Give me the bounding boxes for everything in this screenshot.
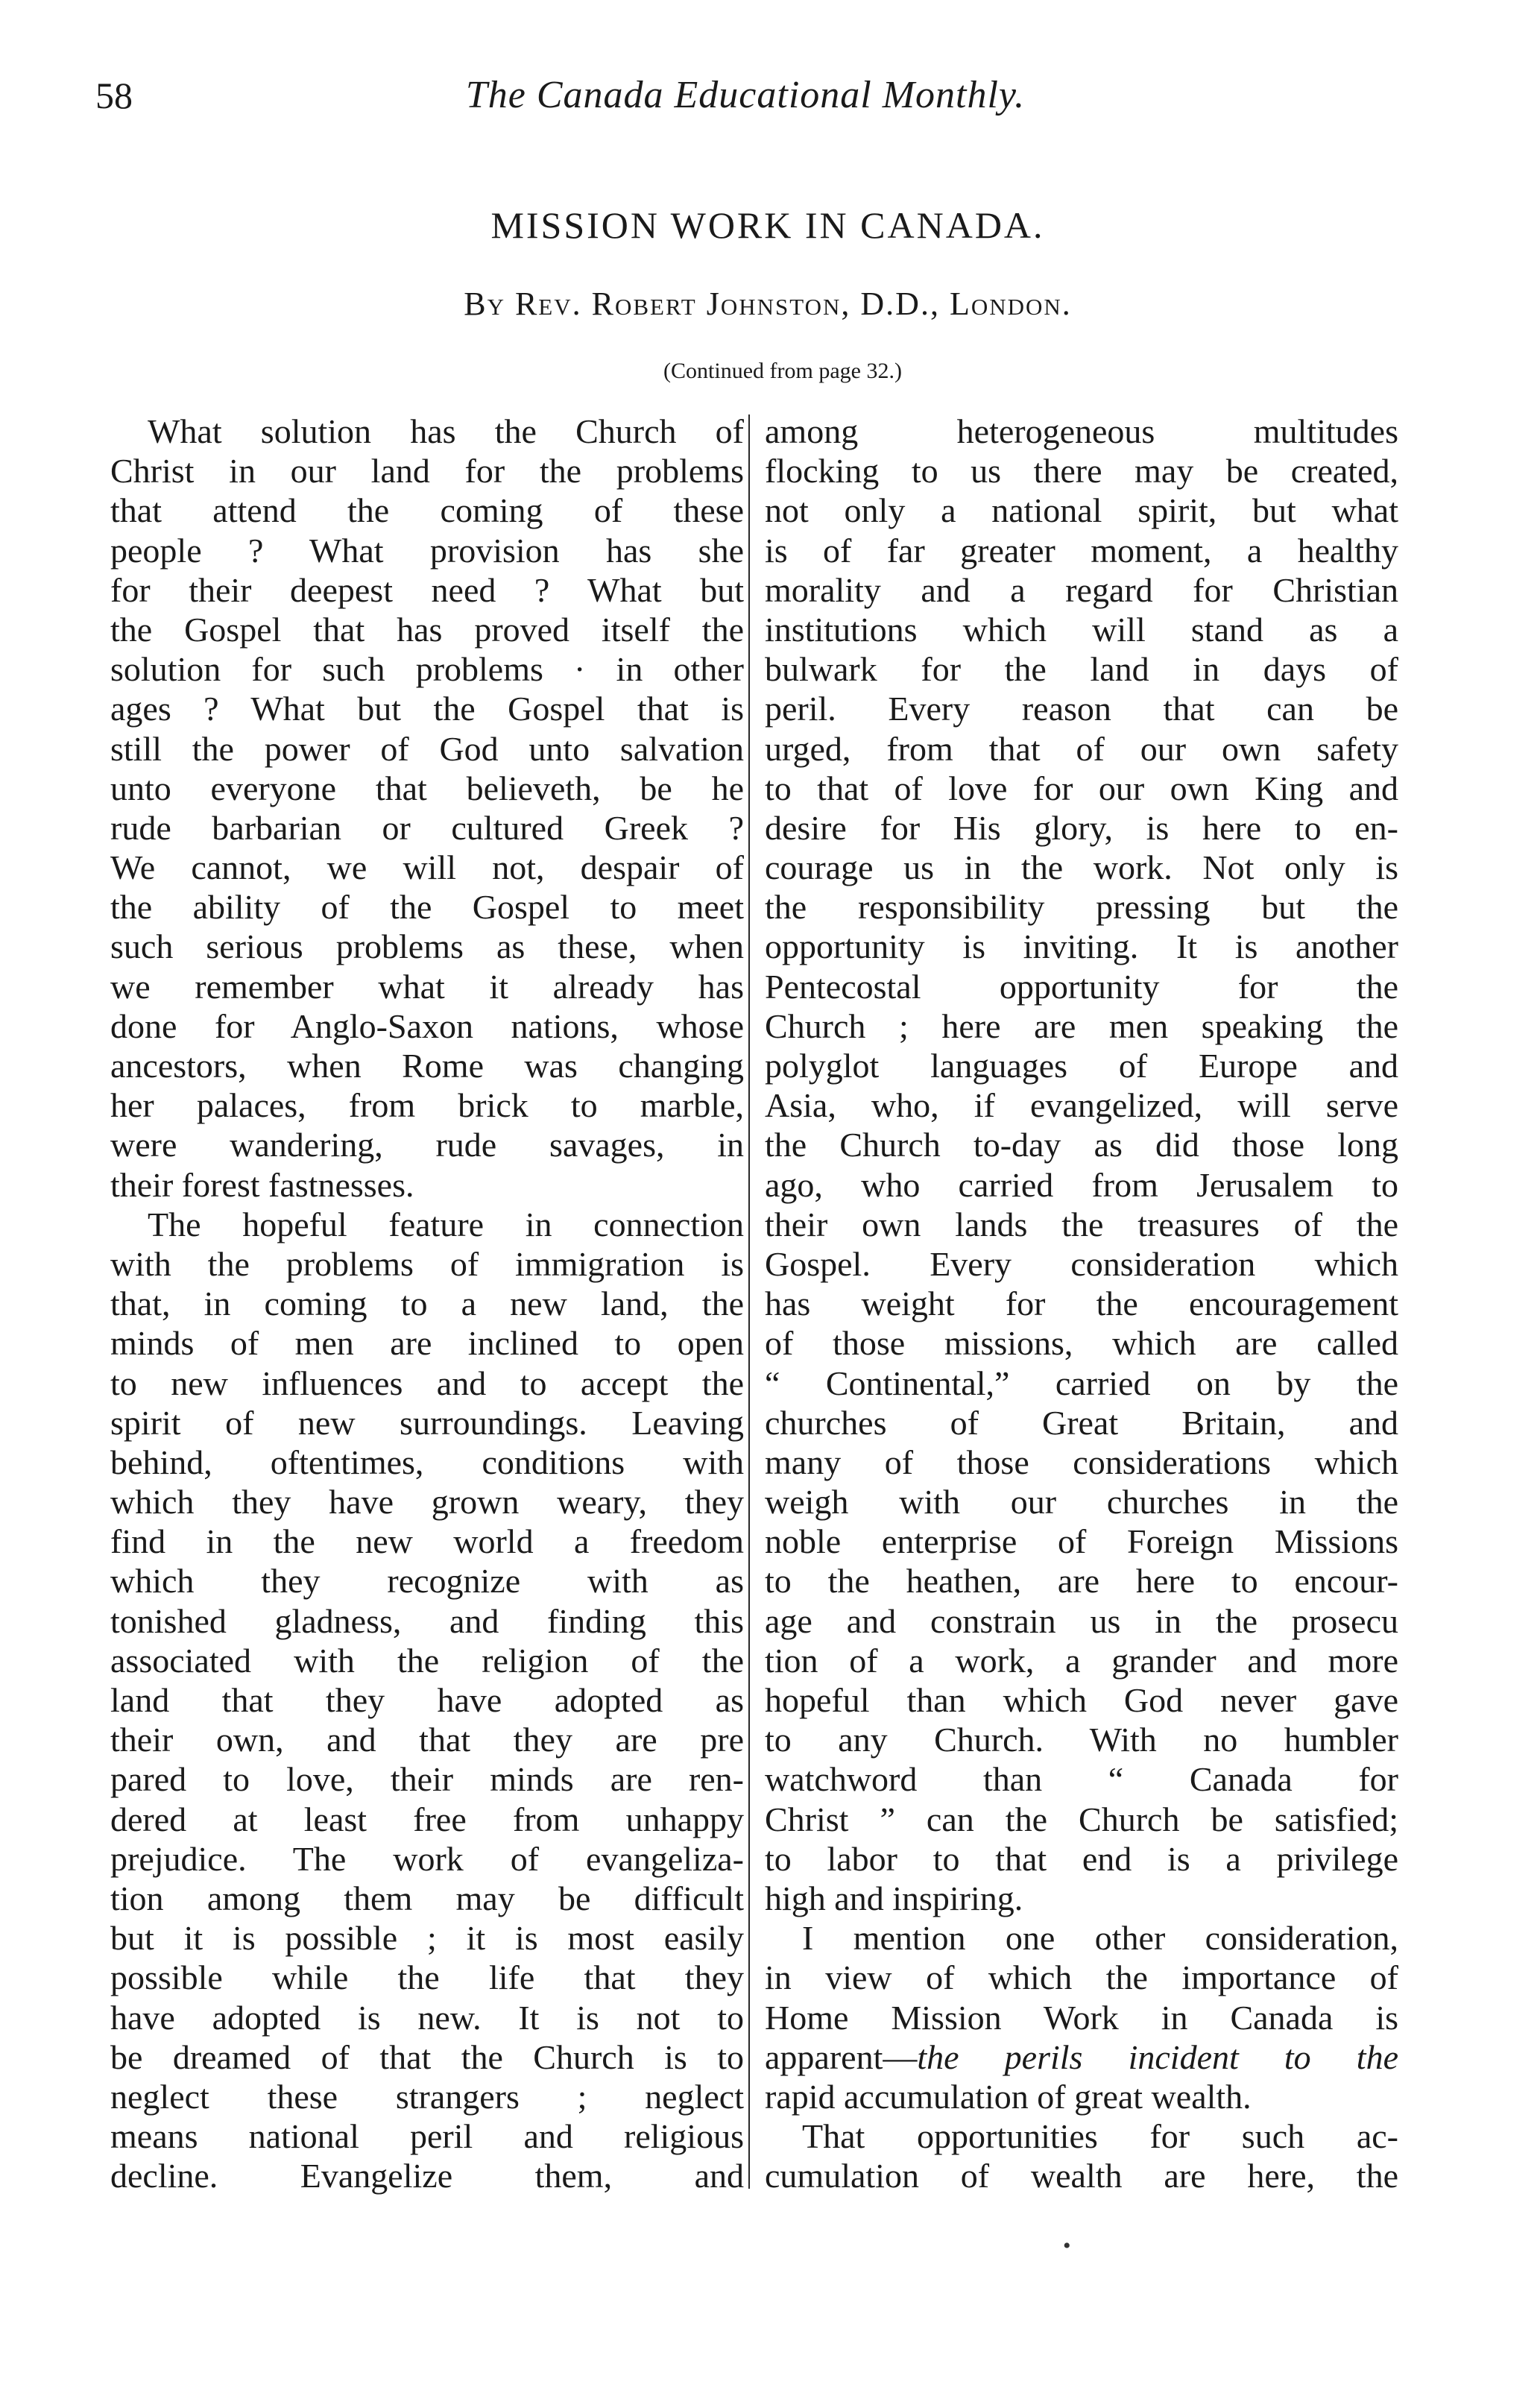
text-line: were wandering, rude savages, in xyxy=(110,1126,744,1164)
text-line: “ Continental,” carried on by the xyxy=(765,1363,1398,1402)
text-line: to labor to that end is a privilege xyxy=(765,1839,1398,1878)
text-line: polyglot languages of Europe and xyxy=(765,1047,1398,1085)
text-line: age and constrain us in the prosecu xyxy=(765,1601,1398,1640)
text-line: the Church to-day as did those long xyxy=(765,1126,1398,1164)
text-line: in view of which the importance of xyxy=(765,1958,1398,1997)
text-line: opportunity is inviting. It is another xyxy=(765,927,1398,966)
text-line: bulwark for the land in days of xyxy=(765,650,1398,689)
text-line: peril. Every reason that can be xyxy=(765,690,1398,728)
text-line: Asia, who, if evangelized, will serve xyxy=(765,1086,1398,1125)
text-line: such serious problems as these, when xyxy=(110,927,744,966)
text-line: watchword than “ Canada for xyxy=(765,1760,1398,1799)
text-line: possible while the life that they xyxy=(110,1958,744,1997)
text-line: cumulation of wealth are here, the xyxy=(765,2157,1398,2195)
text-line: done for Anglo-Saxon nations, whose xyxy=(110,1006,744,1045)
text-line: have adopted is new. It is not to xyxy=(110,1998,744,2037)
text-line: ago, who carried from Jerusalem to xyxy=(765,1165,1398,1204)
text-line: What solution has the Church of xyxy=(148,412,744,450)
text-line: for their deepest need ? What but xyxy=(110,570,744,609)
text-line: the responsibility pressing but the xyxy=(765,888,1398,927)
text-line: spirit of new surroundings. Leaving xyxy=(110,1403,744,1442)
text-line: many of those considerations which xyxy=(765,1443,1398,1481)
text-line: people ? What provision has she xyxy=(110,531,744,570)
text-line: their own, and that they are pre xyxy=(110,1721,744,1759)
text-line: among heterogeneous multitudes xyxy=(765,412,1398,450)
text-line: tion among them may be difficult xyxy=(110,1879,744,1917)
text-line: Pentecostal opportunity for the xyxy=(765,967,1398,1006)
text-line: prejudice. The work of evangeliza- xyxy=(110,1839,744,1878)
text-line: associated with the religion of the xyxy=(110,1641,744,1680)
continued-note: (Continued from page 32.) xyxy=(663,359,902,383)
text-line: the ability of the Gospel to meet xyxy=(110,888,744,927)
text-line: hopeful than which God never gave xyxy=(765,1681,1398,1719)
text-line: rapid accumulation of great wealth. xyxy=(765,2077,1252,2116)
text-line: tonished gladness, and finding this xyxy=(110,1601,744,1640)
text-line: solution for such problems · in other xyxy=(110,650,744,689)
text-fragment: apparent— xyxy=(765,2037,918,2076)
text-line: to the heathen, are here to encour- xyxy=(765,1562,1398,1601)
text-line: not only a national spirit, but what xyxy=(765,491,1398,530)
text-line: we remember what it already has xyxy=(110,967,744,1006)
text-line: That opportunities for such ac- xyxy=(802,2117,1398,2156)
text-line: flocking to us there may be created, xyxy=(765,452,1398,491)
text-line: that attend the coming of these xyxy=(110,491,744,530)
text-line: Home Mission Work in Canada is xyxy=(765,1998,1398,2037)
text-line: desire for His glory, is here to en- xyxy=(765,808,1398,847)
text-line: tion of a work, a grander and more xyxy=(765,1641,1398,1680)
text-line: minds of men are inclined to open xyxy=(110,1324,744,1363)
text-line: ancestors, when Rome was changing xyxy=(110,1047,744,1085)
text-line: pared to love, their minds are ren- xyxy=(110,1760,744,1799)
text-line: We cannot, we will not, despair of xyxy=(110,848,744,887)
text-line: urged, from that of our own safety xyxy=(765,729,1398,768)
text-line: Church ; here are men speaking the xyxy=(765,1006,1398,1045)
text-line: her palaces, from brick to marble, xyxy=(110,1086,744,1125)
column-divider xyxy=(748,414,750,2189)
text-line: I mention one other consideration, xyxy=(802,1919,1398,1958)
left-column xyxy=(110,412,744,2195)
text-line: neglect these strangers ; neglect xyxy=(110,2077,744,2116)
text-line: behind, oftentimes, conditions with xyxy=(110,1443,744,1481)
text-line: their own lands the treasures of the xyxy=(765,1205,1398,1243)
text-line: rude barbarian or cultured Greek ? xyxy=(110,808,744,847)
text-line: high and inspiring. xyxy=(765,1879,1023,1917)
text-line: institutions which will stand as a xyxy=(765,610,1398,649)
text-line: to any Church. With no humbler xyxy=(765,1721,1398,1759)
text-line: that, in coming to a new land, the xyxy=(110,1284,744,1323)
text-line: Christ ” can the Church be satisfied; xyxy=(765,1800,1398,1838)
text-line: with the problems of immigration is xyxy=(110,1244,744,1283)
text-line: but it is possible ; it is most easily xyxy=(110,1919,744,1958)
text-line: courage us in the work. Not only is xyxy=(765,848,1398,887)
article-title: MISSION WORK IN CANADA. xyxy=(490,204,1045,246)
text-line: The hopeful feature in connection xyxy=(148,1205,744,1243)
text-line: decline. Evangelize them, and xyxy=(110,2157,744,2195)
text-line: has weight for the encouragement xyxy=(765,1284,1398,1323)
text-line: of those missions, which are called xyxy=(765,1324,1398,1363)
text-line: land that they have adopted as xyxy=(110,1681,744,1719)
text-line: still the power of God unto salvation xyxy=(110,729,744,768)
byline: By Rev. Robert Johnston, D.D., London. xyxy=(464,286,1072,322)
right-column xyxy=(765,412,1398,2195)
text-line: to new influences and to accept the xyxy=(110,1363,744,1402)
page-number: 58 xyxy=(95,75,133,116)
text-line: noble enterprise of Foreign Missions xyxy=(765,1522,1398,1561)
text-line: Gospel. Every consideration which xyxy=(765,1244,1398,1283)
text-line: to that of love for our own King and xyxy=(765,769,1398,807)
text-line: find in the new world a freedom xyxy=(110,1522,744,1561)
text-line: churches of Great Britain, and xyxy=(765,1403,1398,1442)
text-line: Christ in our land for the problems xyxy=(110,452,744,491)
text-line xyxy=(765,2037,1398,2077)
running-head: The Canada Educational Monthly. xyxy=(465,74,1026,116)
text-line: be dreamed of that the Church is to xyxy=(110,2037,744,2076)
italic-text: the perils incident to the xyxy=(917,2037,1398,2076)
text-line: the Gospel that has proved itself the xyxy=(110,610,744,649)
text-line: their forest fastnesses. xyxy=(110,1165,414,1204)
text-line: is of far greater moment, a healthy xyxy=(765,531,1398,570)
text-line: weigh with our churches in the xyxy=(765,1483,1398,1522)
text-line: dered at least free from unhappy xyxy=(110,1800,744,1838)
scan-speck: • xyxy=(1063,2233,1071,2258)
text-line: unto everyone that believeth, be he xyxy=(110,769,744,807)
text-line: which they have grown weary, they xyxy=(110,1483,744,1522)
text-line: morality and a regard for Christian xyxy=(765,570,1398,609)
text-line: means national peril and religious xyxy=(110,2117,744,2156)
text-line: which they recognize with as xyxy=(110,1562,744,1601)
text-line: ages ? What but the Gospel that is xyxy=(110,690,744,728)
